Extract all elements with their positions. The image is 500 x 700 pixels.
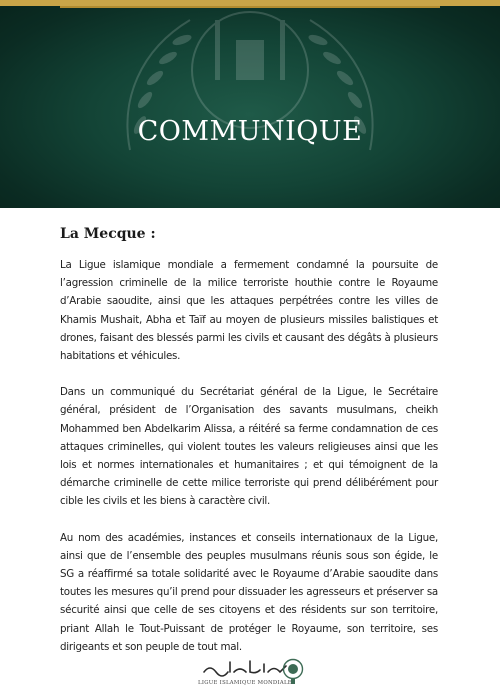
page-title: COMMUNIQUE (137, 116, 363, 147)
article-body (60, 226, 438, 674)
footer-logo (0, 652, 500, 696)
header-banner (0, 0, 500, 208)
paragraph-2: Dans un communiqué du Secrétariat général de la Ligue, le Secrétaire général, président de l’Organisation des savants musulmans, cheikh Mohammed ben Abdelkarim Alissa, a réitéré sa ferme condamnation de ces attaques criminelles, qui violent toutes les valeurs religieuses ainsi que les lois et normes internationales et humanitaires ; et qui témoignent de la démarche criminelle de cette milice terroriste qui prend délibérément pour cible les civils et les biens à caractère civil. (60, 386, 438, 508)
paragraph-1: La Ligue islamique mondiale a fermement condamné la poursuite de l’agression criminelle de la milice terroriste houthie contre le Royaume d’Arabie saoudite, ainsi que les attaques perpétrées contre les villes de Khamis Mushait, Abha et Taïf au moyen de plusieurs missiles balistiques et drones, faisant des blessés parmi les civils et causant des dégâts à plusieurs habitations et véhicules. (60, 259, 438, 363)
laurel-emblem-watermark (0, 0, 500, 208)
logo-caption: LIGUE ISLAMIQUE MONDIALE (198, 680, 292, 686)
arabic-logotype (200, 656, 290, 678)
paragraph-3: Au nom des académies, instances et conseils internationaux de la Ligue, ainsi que de l’ensemble des peuples musulmans réunis sous son égide, le SG a réaffirmé sa totale solidarité avec le Royaume d’Arabie saoudite dans toutes les mesures qu’il prend pour dissuader les agresseurs et préserver sa sécurité ainsi que celle de ses citoyens et des résidents sur son territoire, priant Allah le Tout-Puissant de protéger le Royaume, son territoire, ses dirigeants et son peuple de tout mal. (60, 531, 438, 653)
dateline-city: La Mecque : (60, 226, 156, 242)
